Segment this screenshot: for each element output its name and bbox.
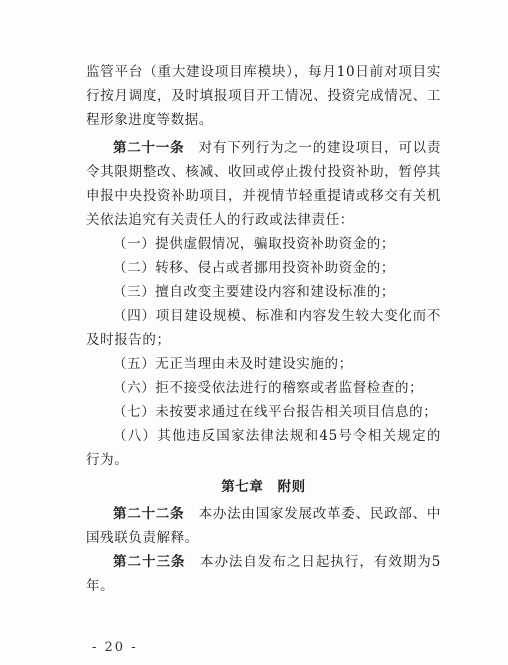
list-item-7: （七）未按要求通过在线平台报告相关项目信息的； [113, 404, 438, 420]
list-item-1: （一）提供虚假情况，骗取投资补助资金的； [113, 236, 395, 252]
article-21 [86, 136, 441, 232]
article-22-label: 第二十二条 [113, 506, 185, 522]
list-item-5: （五）无正当理由未及时建设实施的； [113, 356, 353, 372]
list-item-8: （八）其他违反国家法律法规和45号令相关规定的行为。 [86, 428, 441, 468]
article-21-label: 第二十一条 [113, 140, 185, 156]
list-item-4: （四）项目建设规模、标准和内容发生较大变化而不及时报告的； [86, 308, 441, 348]
page-body [86, 60, 441, 598]
article-22-text: 本办法由国家发展改革委、民政部、中国残联负责解释。 [86, 506, 442, 546]
article-23-text: 本办法自发布之日起执行，有效期为5年。 [86, 554, 441, 594]
article-22 [86, 502, 441, 550]
chapter-heading: 第七章 附则 [221, 479, 306, 495]
list-item-3: （三）擅自改变主要建设内容和建设标准的； [113, 284, 395, 300]
article-23 [86, 550, 441, 598]
list-item-2: （二）转移、侵占或者挪用投资补助资金的； [113, 260, 395, 276]
article-23-label: 第二十三条 [113, 554, 186, 570]
article-21-text: 对有下列行为之一的建设项目，可以责令其限期整改、核减、收回或停止拨付投资补助，暂停其申报中央投资补助项目，并视情节轻重提请或移交有关机关依法追究有关责任人的行政或法律责任： [86, 140, 442, 228]
page-number: - 20 - [92, 640, 138, 655]
paragraph-continuation: 监管平台（重大建设项目库模块），每月10日前对项目实行按月调度，及时填报项目开工情况、投资完成情况、工程形象进度等数据。 [86, 64, 441, 128]
list-item-6: （六）拒不接受依法进行的稽察或者监督检查的； [113, 380, 424, 396]
